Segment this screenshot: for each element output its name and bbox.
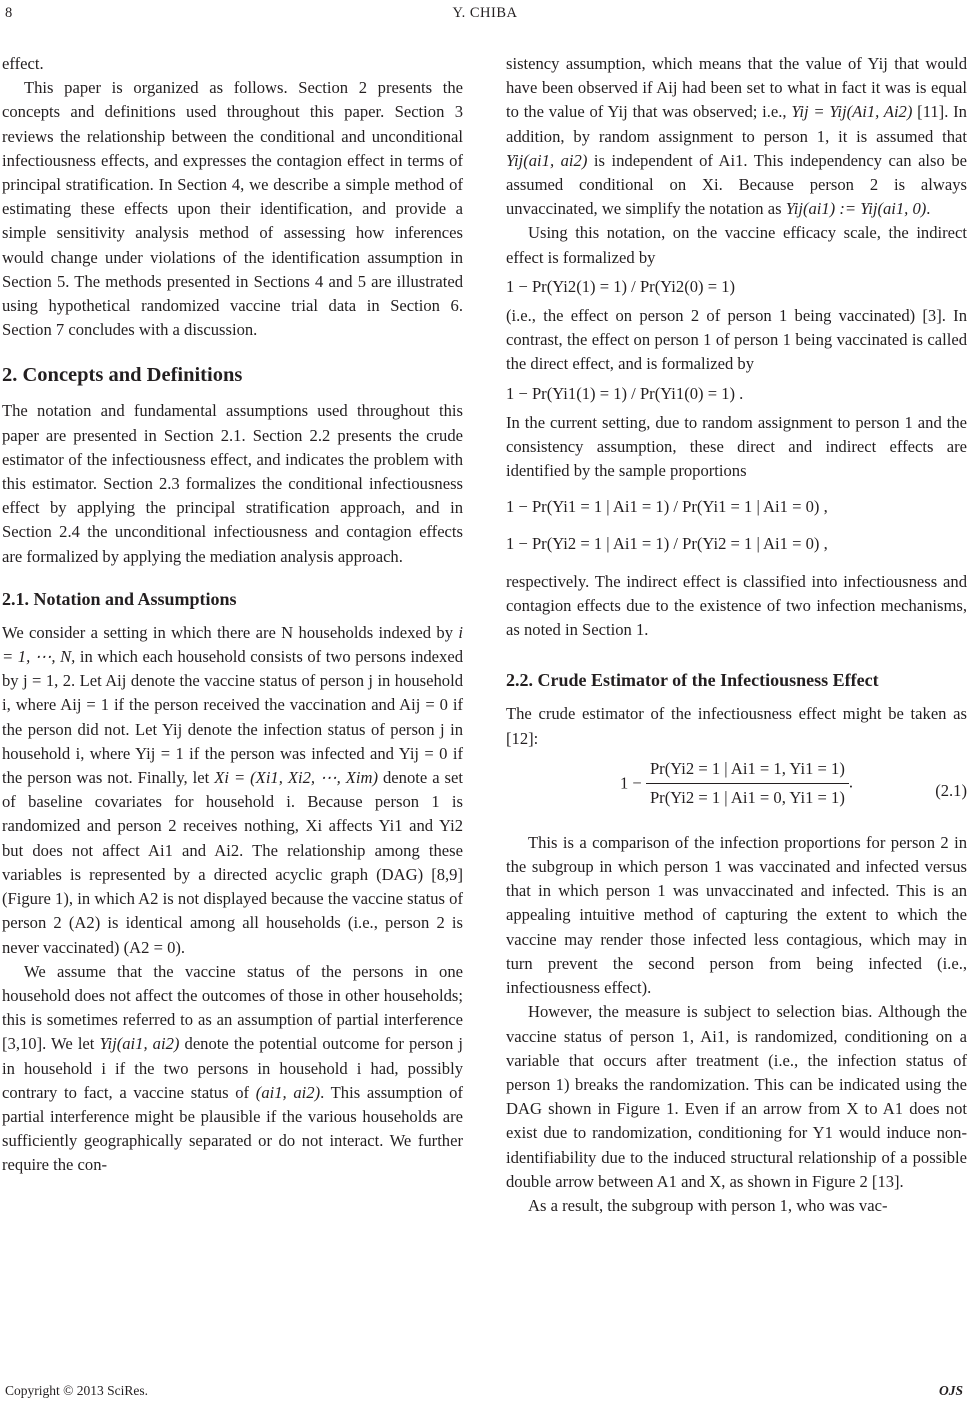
inline-math: Yij(ai1, ai2) xyxy=(99,1034,180,1054)
inline-math: Yij(ai1) := Yij(ai1, 0) xyxy=(785,199,927,219)
equation-indirect-effect: 1 − Pr(Yi2(1) = 1) / Pr(Yi2(0) = 1) xyxy=(506,276,736,296)
copyright-text: Copyright © 2013 SciRes. xyxy=(5,1383,149,1398)
equation-direct-effect: 1 − Pr(Yi1(1) = 1) / Pr(Yi1(0) = 1) . xyxy=(506,383,744,403)
left-column xyxy=(2,52,463,1178)
text-run: We assume that the vaccine status of the persons in one household does not affect the outcomes of those in other households; this is sometimes referred to as an assumption of partial interference [3,10]. We let xyxy=(2,961,463,1054)
journal-abbrev: OJS xyxy=(938,1383,963,1398)
paragraph: This paper is organized as follows. Section 2 presents the concepts and definitions used throughout this paper. Section 3 reviews the relationship between the conditional and unconditional infectiousness effects, and expresses the contagion effect in terms of principal stratification. In Section 4, we describe a simple method of estimating these effects upon their identification, and provide a simple sensitivity analysis method of assessing how inferences would change under violations of the identification assumption in Section 5. The methods presented in Sections 4 and 5 are illustrated using hypothetical randomized vaccine trial data in Section 6. Section 7 concludes with a discussion. xyxy=(2,78,463,340)
paragraph: In the current setting, due to random assignment to person 1 and the consistency assumption, these direct and indirect effects are identified by the sample proportions xyxy=(506,412,967,481)
fraction-denominator: Pr(Yi2 = 1 | Ai1 = 0, Yi1 = 1) xyxy=(649,788,845,808)
text-run: We consider a setting in which there are N households indexed by xyxy=(2,622,454,642)
equation-crude-estimator: 1 − $\frac{Pr(Yi2 = 1 | Ai1 = 1, Yi1 = 1)}{Pr(Yi2 = 1 | Ai1 = 0, Yi1 = 1)}$ . (2.1) xyxy=(506,757,967,823)
paragraph xyxy=(2,960,463,1178)
page-header xyxy=(0,5,970,27)
running-author: Y. CHIBA xyxy=(452,5,518,21)
paragraph: This is a comparison of the infection proportions for person 2 in the subgroup in which person 1 was vaccinated and infected versus that in which person 1 was unvaccinated and infected. This is an appealing intuitive method of capturing the extent to which the vaccine may render those infected less contagious, which may in turn prevent the second person from being infected (i.e., infectiousness effect). xyxy=(506,832,967,998)
page-number: 8 xyxy=(5,5,13,21)
inline-math: i = 1, ⋯, N, xyxy=(2,622,463,667)
equation-lead: 1 − xyxy=(619,773,642,793)
text-run: in which each household consists of two persons indexed by j = 1, 2. Let Aij denote the vaccine status of person j in household i, where Aij = 1 if the person received the vaccination and Aij = 0 if the person did not. Let Yij denote the infection status of person j in household i, where Yij = 1 if the person was infected and Yij = 0 if the person was not. Finally, let xyxy=(2,647,463,788)
text-run: sistency assumption, which means that the value of Yij that would have been observed if Aij had been set to what in fact it was is equal to the value of Yij that was observed; i.e., xyxy=(506,54,967,122)
paragraph: However, the measure is subject to selection bias. Although the vaccine status of person 1, Ai1, is randomized, conditioning on a variable that occurs after treatment (i.e., the infection status of person 1) breaks the randomization. This can be indicated using the DAG shown in Figure 1. Even if an arrow from X to A1 does not exist due to randomization, conditioning for Y1 would induce non-identifiability due to the induced structural relationship of a possible double arrow between A1 and X, as shown in Figure 2 [13]. xyxy=(506,1002,967,1191)
paragraph: The notation and fundamental assumptions used throughout this paper are presented in Section 2.1. Section 2.2 presents the crude estimator of the infectiousness effect, and indicates the problem with this estimator. Section 2.3 formalizes the conditional infectiousness effect by applying the principal stratification approach, and in Section 2.4 the unconditional infectiousness and contagion effects are formalized by applying the mediation analysis approach. xyxy=(2,401,463,566)
text-run: denote a set of baseline covariates for household i. Because person 1 is randomized and person 2 receives nothing, Xi affects Yi1 and Yi2 but does not affect Ai1 and Ai2. The relationship among these variables is represented by a directed acyclic graph (DAG) [8,9] (Figure 1), in which A2 is not displayed because the vaccine status of person 2 (A2) is identical among all households (i.e., person 2 is never vaccinated) (A2 = 0). xyxy=(2,768,463,957)
equation-sample-direct: 1 − Pr(Yi1 = 1 | Ai1 = 1) / Pr(Yi1 = 1 | Ai1 = 0) , xyxy=(506,497,828,517)
paragraph: The crude estimator of the infectiousness effect might be taken as [12]: xyxy=(506,704,967,748)
paragraph: sistency assumption, which means that the value of Yij that would have been observed if Aij had been set to what in fact it was is equal to the value of Yij that was observed; i.e., Yij = Yij(Ai1, Ai2) [11]. In addition, by random assignment to person 1, it is assumed that Yij(ai1, ai2) is independent of Ai1. This independency can also be assumed conditional on Xi. Because person 2 is always unvaccinated, we simplify the notation as Yij(ai1) := Yij(ai1, 0). xyxy=(506,54,967,219)
paragraph: As a result, the subgroup with person 1, who was vac- xyxy=(528,1195,888,1215)
paragraph: effect. xyxy=(2,54,44,73)
paragraph: (i.e., the effect on person 2 of person 1 being vaccinated) [3]. In contrast, the effect on person 1 of person 1 being vaccinated is called the direct effect, and is formalized by xyxy=(506,306,967,374)
inline-math: (ai1, ai2) xyxy=(255,1082,321,1102)
paragraph: Using this notation, on the vaccine efficacy scale, the indirect effect is formalized by xyxy=(506,223,967,267)
text-run: . This assumption of partial interference might be plausible if the various households are sufficiently geographically separated or do not interact. We further require the con- xyxy=(2,1082,463,1175)
subsection-heading: 2.1. Notation and Assumptions xyxy=(2,588,237,609)
paragraph: respectively. The indirect effect is classified into infectiousness and contagion effects due to the existence of two infection mechanisms, as noted in Section 1. xyxy=(506,571,967,640)
inline-math: Yij = Yij(Ai1, Ai2) xyxy=(791,102,913,122)
text-run: denote the potential outcome for person j in household i if the two persons in household i had, possibly contrary to fact, a vaccine status of xyxy=(2,1034,463,1102)
equation-number: (2.1) xyxy=(935,780,967,800)
fraction-numerator: Pr(Yi2 = 1 | Ai1 = 1, Yi1 = 1) xyxy=(646,757,849,784)
equation-sample-indirect: 1 − Pr(Yi2 = 1 | Ai1 = 1) / Pr(Yi2 = 1 | Ai1 = 0) , xyxy=(506,533,828,553)
text-run: is independent of Ai1. This independency can also be assumed conditional on Xi. Because person 2 is always unvaccinated, we simplify the notation as xyxy=(506,150,967,219)
right-column xyxy=(506,52,967,1218)
section-heading: 2. Concepts and Definitions xyxy=(2,364,243,387)
text-run: [11]. In addition, by random assignment to person 1, it is assumed that xyxy=(506,102,967,146)
subsection-heading: 2.2. Crude Estimator of the Infectiousness Effect xyxy=(506,670,879,691)
inline-math: Xi = (Xi1, Xi2, ⋯, Xim) xyxy=(214,768,379,788)
paragraph xyxy=(2,621,463,960)
inline-math: Yij(ai1, ai2) xyxy=(506,150,588,170)
equation-fraction xyxy=(646,757,849,810)
